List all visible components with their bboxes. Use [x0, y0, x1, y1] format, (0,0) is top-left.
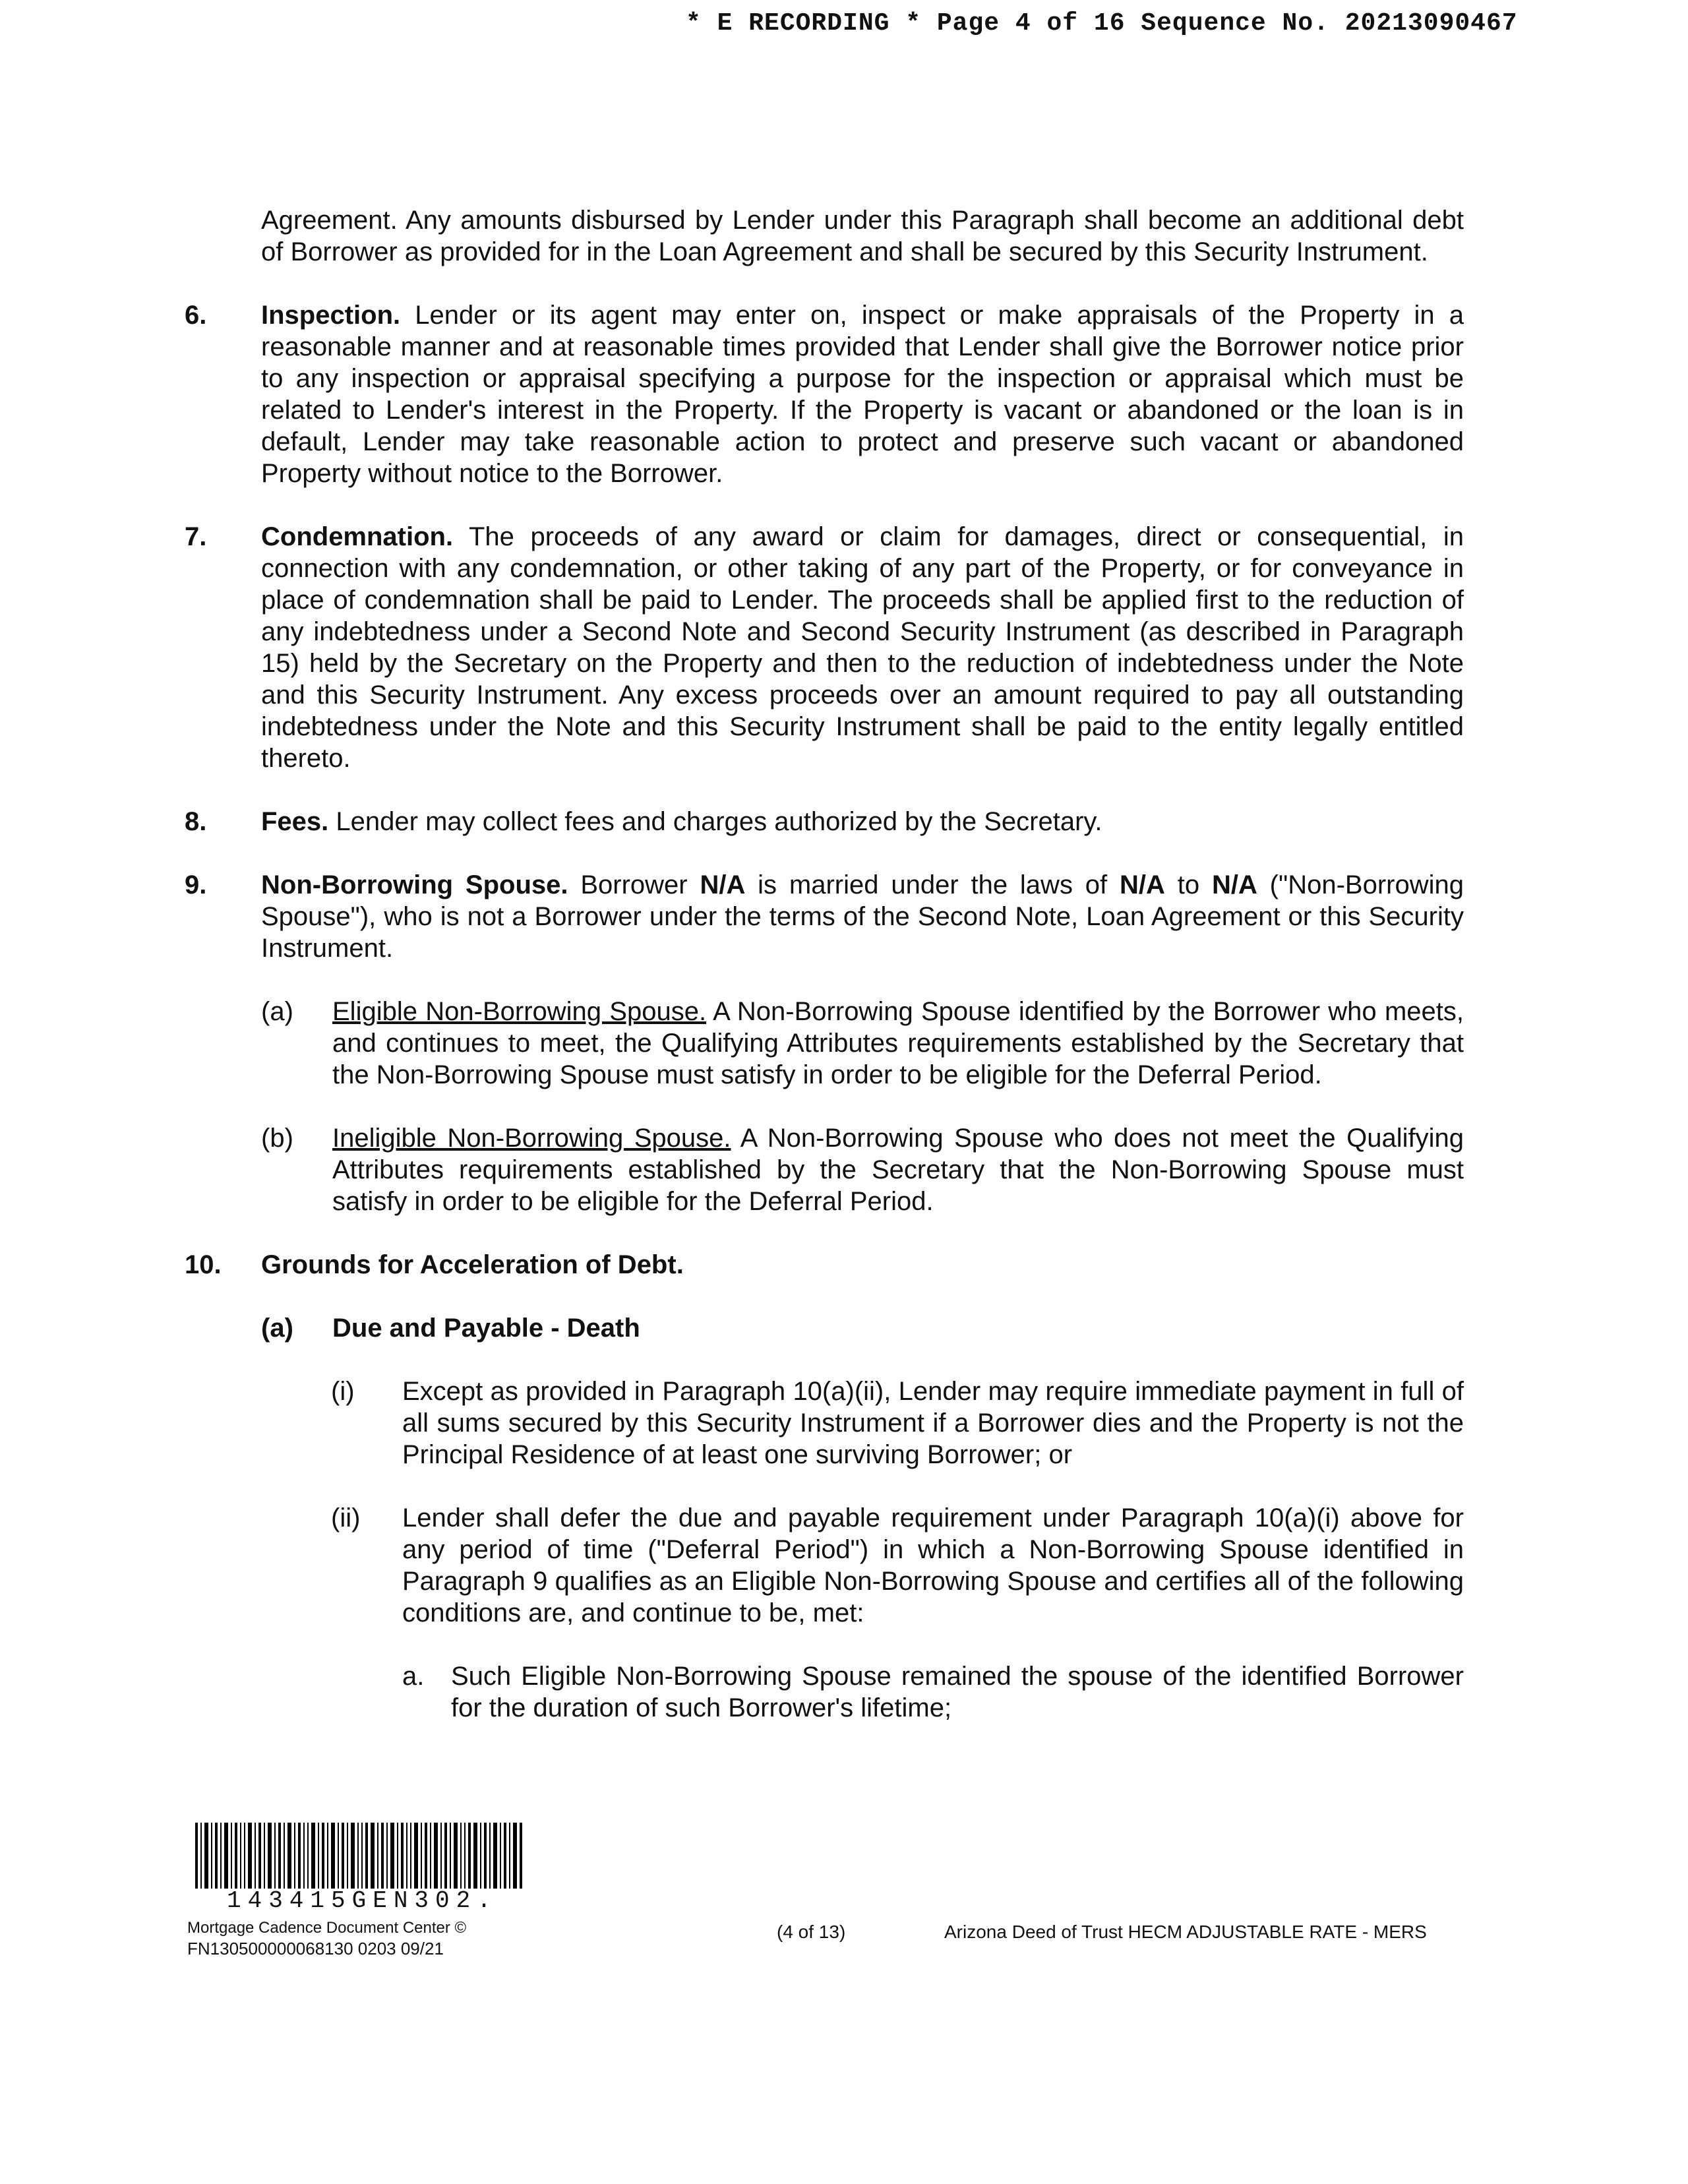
sub-label: (a): [261, 997, 293, 1026]
barcode-icon: [194, 1823, 524, 1889]
footer-page-number: (4 of 13): [777, 1922, 846, 1942]
section-title: Condemnation.: [261, 522, 454, 551]
section-10: [185, 1249, 1464, 1281]
roman-label: (i): [331, 1377, 355, 1406]
section-9b: [185, 1122, 1464, 1217]
document-body: [185, 204, 1464, 1724]
roman-text: Lender shall defer the due and payable requirement under Paragraph 10(a)(i) above for any period of time ("Deferral Period") in which a Non-Borrowing Spouse identified in Paragraph 9 qualifies as an Eligible Non-Borrowing Spouse and certifies all of the following conditions are, and continue to be, met:: [402, 1503, 1464, 1627]
section-9a: [185, 996, 1464, 1091]
section-text: Lender or its agent may enter on, inspect or make appraisals of the Property in a reasonable manner and at reasonable times provided that Lender shall give the Borrower notice prior to any inspection or appraisal specifying a purpose for the inspection or appraisal which must be related to Lender's interest in the Property. If the Property is vacant or abandoned or the loan is in default, Lender may take reasonable action to protect and preserve such vacant or abandoned Property without notice to the Borrower.: [261, 301, 1464, 488]
sub-label: (a): [261, 1314, 293, 1343]
section-title: Non-Borrowing Spouse.: [261, 870, 568, 899]
section-10a-i: [185, 1376, 1464, 1471]
alpha-text: Such Eligible Non-Borrowing Spouse remained the spouse of the identified Borrower for the duration of such Borrower's lifetime;: [451, 1662, 1464, 1722]
section-text: is married under the laws of: [745, 870, 1120, 899]
section-title: Fees.: [261, 807, 329, 836]
section-7: [185, 521, 1464, 774]
section-10a-heading: [185, 1312, 1464, 1344]
section-10a-ii: [185, 1502, 1464, 1629]
section-number: 10.: [185, 1250, 222, 1279]
section-number: 9.: [185, 870, 207, 899]
page-footer: [187, 1823, 1480, 1968]
na-value: N/A: [1120, 870, 1165, 899]
section-title: Inspection.: [261, 301, 401, 330]
sub-title: Eligible Non-Borrowing Spouse.: [332, 997, 707, 1026]
section-text: Lender may collect fees and charges authorized by the Secretary.: [328, 807, 1102, 836]
na-value: N/A: [700, 870, 746, 899]
section-number: 6.: [185, 301, 207, 330]
sub-text: A Non-Borrowing Spouse identified by the Borrower who meets, and continues to meet, the Qualifying Attributes requirements established by the Secretary that the Non-Borrowing Spouse must satisfy in order to be eligible for the Deferral Period.: [332, 997, 1464, 1089]
section-text: ("Non-Borrowing Spouse"), who is not a Borrower under the terms of the Second Note, Loan Agreement or this Security Instrument.: [261, 870, 1464, 963]
section-text: to: [1164, 870, 1212, 899]
sub-label: (b): [261, 1124, 293, 1153]
footer-form-title: Arizona Deed of Trust HECM ADJUSTABLE RATE - MERS: [944, 1922, 1427, 1942]
section-9: [185, 869, 1464, 964]
recording-header: * E RECORDING * Page 4 of 16 Sequence No. 20213090467: [686, 9, 1518, 38]
alpha-label: a.: [402, 1662, 425, 1691]
na-value: N/A: [1211, 870, 1257, 899]
section-number: 7.: [185, 522, 207, 551]
section-title: Grounds for Acceleration of Debt.: [261, 1250, 684, 1279]
continuation-paragraph: [185, 204, 1464, 268]
section-number: 8.: [185, 807, 207, 836]
sub-title: Ineligible Non-Borrowing Spouse.: [332, 1124, 731, 1153]
footer-form-number: FN130500000068130 0203 09/21: [187, 1939, 444, 1958]
sub-text: A Non-Borrowing Spouse who does not meet the Qualifying Attributes requirements established by the Secretary that the Non-Borrowing Spouse must satisfy in order to be eligible for the Deferral Period.: [332, 1124, 1464, 1216]
roman-text: Except as provided in Paragraph 10(a)(ii), Lender may require immediate payment in full of all sums secured by this Security Instrument if a Borrower dies and the Property is not the Principal Residence of at least one surviving Borrower; or: [402, 1377, 1464, 1469]
section-10a-ii-a: [185, 1660, 1464, 1724]
continuation-text: Agreement. Any amounts disbursed by Lender under this Paragraph shall become an additional debt of Borrower as provided for in the Loan Agreement and shall be secured by this Security Instrument.: [261, 206, 1464, 266]
roman-label: (ii): [331, 1503, 361, 1532]
barcode-digits: 143415GEN302.: [227, 1887, 498, 1914]
section-8: [185, 806, 1464, 837]
section-text: The proceeds of any award or claim for damages, direct or consequential, in connection with any condemnation, or other taking of any part of the Property, or for conveyance in place of condemnation shall be paid to Lender. The proceeds shall be applied first to the reduction of any indebtedness under a Second Note and Second Security Instrument (as described in Paragraph 15) held by the Secretary on the Property and then to the reduction of indebtedness under the Note and this Security Instrument. Any excess proceeds over an amount required to pay all outstanding indebtedness under the Note and this Security Instrument shall be paid to the entity legally entitled thereto.: [261, 522, 1464, 773]
section-6: [185, 299, 1464, 489]
section-text: Borrower: [568, 870, 700, 899]
footer-document-center: Mortgage Cadence Document Center ©: [187, 1919, 467, 1937]
sub-title: Due and Payable - Death: [332, 1314, 640, 1343]
